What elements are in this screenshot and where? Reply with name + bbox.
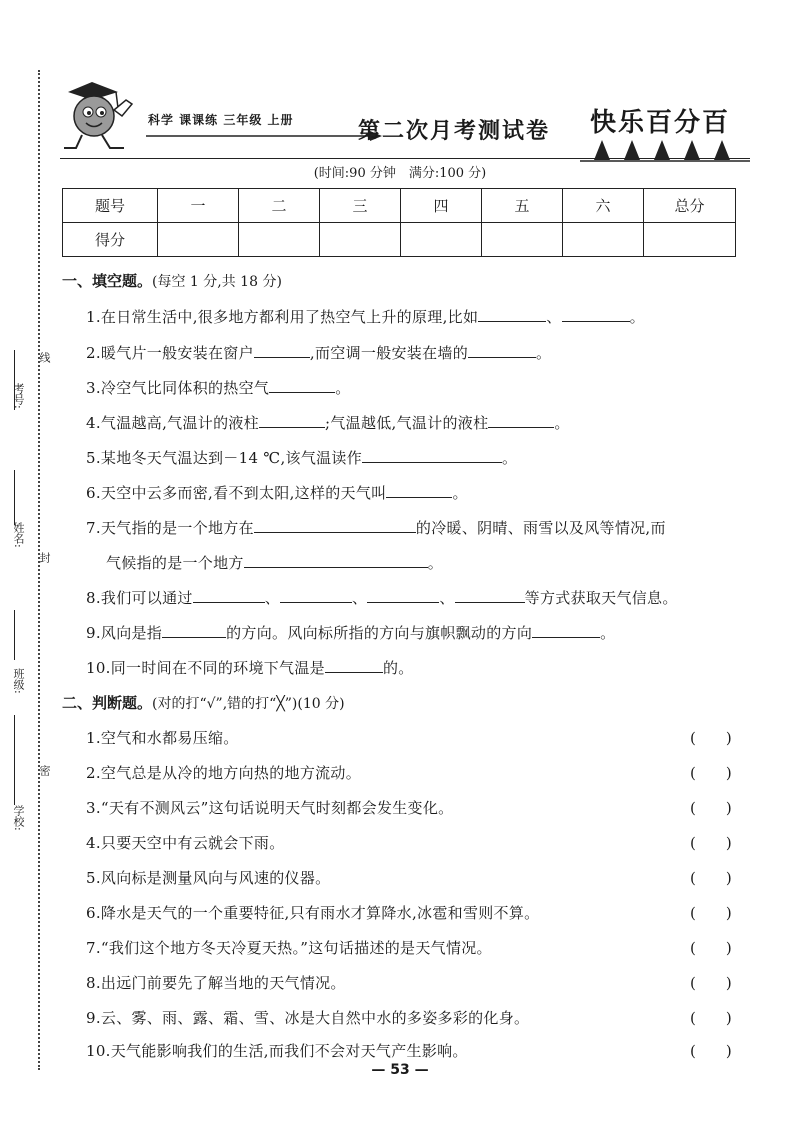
answer-paren[interactable]: ( ) (690, 764, 732, 782)
fill-question-1 (86, 306, 645, 327)
judge-question-7: 7.“我们这个地方冬天冷夏天热。”这句话描述的是天气情况。 (86, 939, 492, 957)
q8-sep3: 、 (439, 589, 455, 607)
section2-heading (62, 692, 345, 713)
score-cell[interactable] (320, 223, 401, 257)
answer-blank[interactable] (325, 658, 383, 673)
answer-blank[interactable] (478, 307, 546, 322)
score-cell[interactable] (563, 223, 644, 257)
fill-question-3 (86, 377, 351, 398)
xian-mark: 线 (38, 352, 51, 363)
fill-question-7 (86, 517, 666, 538)
fill-question-10 (86, 657, 414, 678)
exam-title: 第二次月考测试卷 (358, 118, 551, 144)
q10-end: 的。 (382, 659, 414, 677)
q2-end: 。 (536, 344, 552, 362)
fill-question-6 (86, 482, 468, 503)
xuexiao-label: 学校: (12, 805, 25, 831)
answer-paren[interactable]: ( ) (690, 1042, 732, 1060)
judge-question-8: 8.出远门前要先了解当地的天气情况。 (86, 974, 346, 992)
brand-title: 快乐百分百 (590, 108, 731, 138)
page-number: — 53 — (371, 1062, 429, 1078)
xuexiao-fill-line (14, 715, 15, 805)
score-row-label: 得分 (63, 223, 158, 257)
header-cell: 四 (401, 189, 482, 223)
fill-question-9 (86, 622, 615, 643)
banji-label: 班级: (12, 668, 25, 694)
fill-question-4 (86, 412, 570, 433)
fill-question-7-line2 (106, 552, 443, 573)
answer-paren[interactable]: ( ) (690, 869, 732, 887)
answer-blank[interactable] (532, 623, 600, 638)
judge-question-9: 9.云、雾、雨、露、霜、雪、冰是大自然中水的多姿多彩的化身。 (86, 1009, 530, 1027)
header-cell: 五 (482, 189, 563, 223)
mi-mark: 密 (38, 765, 51, 776)
xingming-label: 姓名: (12, 522, 25, 548)
q4-end: 。 (554, 414, 570, 432)
q8-sep2: 、 (352, 589, 368, 607)
subject-line: 科学 课课练 三年级 上册 (148, 113, 294, 127)
section1-note: (每空 1 分,共 18 分) (152, 274, 282, 290)
q5-end: 。 (502, 449, 518, 467)
q7-text: 7.天气指的是一个地方在 (86, 519, 254, 537)
judge-question-3: 3.“天有不测风云”这句话说明天气时刻都会发生变化。 (86, 799, 454, 817)
answer-blank[interactable] (468, 343, 536, 358)
score-table-score-row (63, 223, 736, 257)
q7-line2-text: 气候指的是一个地方 (106, 554, 244, 572)
banji-fill-line (14, 610, 15, 660)
q2-text: 2.暖气片一般安装在窗户 (86, 344, 254, 362)
answer-blank[interactable] (244, 553, 428, 568)
fill-question-5 (86, 447, 517, 468)
answer-blank[interactable] (367, 588, 439, 603)
score-cell[interactable] (158, 223, 239, 257)
answer-blank[interactable] (254, 343, 310, 358)
answer-paren[interactable]: ( ) (690, 834, 732, 852)
header-cell: 一 (158, 189, 239, 223)
q5-text: 5.某地冬天气温达到－14 ℃,该气温读作 (86, 449, 363, 467)
judge-question-1: 1.空气和水都易压缩。 (86, 729, 239, 747)
answer-blank[interactable] (193, 588, 265, 603)
header-cell: 二 (239, 189, 320, 223)
answer-blank[interactable] (259, 413, 325, 428)
xingming-fill-line (14, 470, 15, 525)
answer-blank[interactable] (162, 623, 226, 638)
q1-sep: 、 (546, 308, 562, 326)
q2-mid: ,而空调一般安装在墙的 (309, 344, 468, 362)
score-cell[interactable] (482, 223, 563, 257)
q9-mid: 的方向。风向标所指的方向与旗帜飘动的方向 (226, 624, 533, 642)
q10-text: 10.同一时间在不同的环境下气温是 (86, 659, 325, 677)
section1-title: 一、填空题。 (62, 272, 153, 290)
judge-question-4: 4.只要天空中有云就会下雨。 (86, 834, 285, 852)
answer-blank[interactable] (362, 448, 502, 463)
answer-blank[interactable] (254, 518, 416, 533)
q4-mid: ;气温越低,气温计的液柱 (324, 414, 489, 432)
score-cell[interactable] (644, 223, 736, 257)
answer-paren[interactable]: ( ) (690, 904, 732, 922)
header-cell: 总分 (644, 189, 736, 223)
answer-paren[interactable]: ( ) (690, 1009, 732, 1027)
header-cell: 题号 (63, 189, 158, 223)
section2-note: (对的打“√”,错的打“╳”)(10 分) (152, 696, 345, 712)
header-cell: 六 (563, 189, 644, 223)
header-rule (60, 158, 750, 159)
answer-blank[interactable] (269, 378, 335, 393)
q9-text: 9.风向是指 (86, 624, 163, 642)
q7-mid: 的冷暖、阴晴、雨雪以及风等情况,而 (415, 519, 666, 537)
q4-text: 4.气温越高,气温计的液柱 (86, 414, 259, 432)
q1-text: 1.在日常生活中,很多地方都利用了热空气上升的原理,比如 (86, 308, 479, 326)
binding-dotted-line (38, 70, 40, 1070)
kaohao-label: 考号: (12, 383, 25, 409)
score-cell[interactable] (401, 223, 482, 257)
q3-end: 。 (335, 379, 351, 397)
q3-text: 3.冷空气比同体积的热空气 (86, 379, 270, 397)
score-table-header-row (63, 189, 736, 223)
answer-blank[interactable] (280, 588, 352, 603)
answer-blank[interactable] (562, 307, 630, 322)
answer-paren[interactable]: ( ) (690, 729, 732, 747)
score-cell[interactable] (239, 223, 320, 257)
feng-mark: 封 (38, 552, 51, 563)
q8-text: 8.我们可以通过 (86, 589, 193, 607)
q8-sep1: 、 (264, 589, 281, 607)
section1-heading (62, 270, 282, 291)
judge-question-2: 2.空气总是从冷的地方向热的地方流动。 (86, 764, 362, 782)
answer-paren[interactable]: ( ) (690, 974, 732, 992)
q1-end: 。 (629, 308, 645, 326)
q8-end: 等方式获取天气信息。 (524, 589, 678, 607)
mascot-graduate-icon (60, 78, 150, 158)
answer-paren[interactable]: ( ) (690, 799, 732, 817)
section2-title: 二、判断题。 (62, 694, 153, 712)
page-header (60, 78, 750, 163)
q6-text: 6.天空中云多而密,看不到太阳,这样的天气叫 (86, 484, 387, 502)
q7-end: 。 (427, 554, 444, 572)
header-cell: 三 (320, 189, 401, 223)
q9-end: 。 (600, 624, 616, 642)
time-info: (时间:90 分钟 满分:100 分) (313, 166, 487, 181)
score-table (62, 188, 736, 257)
answer-blank[interactable] (488, 413, 554, 428)
answer-blank[interactable] (386, 483, 452, 498)
fill-question-2 (86, 342, 551, 363)
judge-question-5: 5.风向标是测量风向与风速的仪器。 (86, 869, 331, 887)
header-arrow-line (146, 130, 386, 142)
answer-paren[interactable]: ( ) (690, 939, 732, 957)
brand-decoration-icon (580, 134, 750, 164)
fill-question-8 (86, 587, 678, 608)
answer-blank[interactable] (455, 588, 525, 603)
judge-question-10: 10.天气能影响我们的生活,而我们不会对天气产生影响。 (86, 1042, 468, 1060)
q6-end: 。 (452, 484, 468, 502)
judge-question-6: 6.降水是天气的一个重要特征,只有雨水才算降水,冰雹和雪则不算。 (86, 904, 540, 922)
